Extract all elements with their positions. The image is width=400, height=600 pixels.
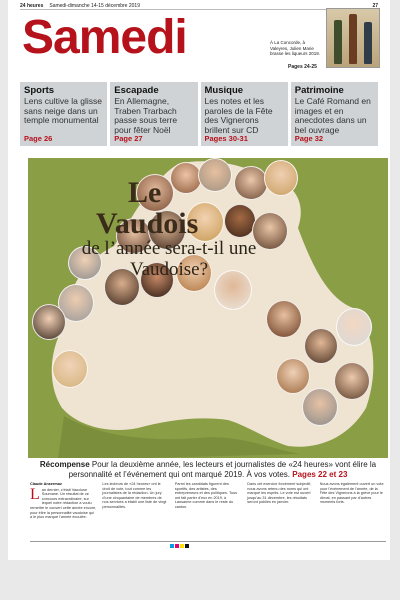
promo-caption: À La Concorde, à Valeyres, Julien Marie brasse les liqueurs 2019.	[270, 40, 321, 56]
cyan-swatch-icon	[170, 544, 174, 548]
section-teasers	[20, 82, 378, 146]
issue-date: Samedi-dimanche 14-15 décembre 2019	[49, 2, 140, 9]
bottles-photo[interactable]	[326, 8, 380, 68]
portrait-face[interactable]	[302, 388, 338, 426]
article-column	[102, 482, 168, 540]
teaser-text: Le Café Romand en images et en anecdotes dans un bel ouvrage	[294, 96, 371, 135]
article-column	[247, 482, 313, 540]
page-number: 27	[372, 2, 378, 9]
dek-label: Récompense	[39, 460, 90, 469]
teaser-sports[interactable]	[20, 82, 107, 146]
headline-le: Le	[128, 176, 162, 209]
portrait-face[interactable]	[304, 328, 338, 364]
teaser-pages: Pages 30-31	[204, 134, 248, 143]
dek-pages[interactable]: Pages 22 et 23	[292, 470, 348, 479]
bottle-icon	[364, 22, 372, 64]
teaser-text: En Allemagne, Traben Trarbach passe sous terre pour fêter Noël	[114, 96, 178, 135]
black-swatch-icon	[185, 544, 189, 548]
portrait-face[interactable]	[32, 304, 66, 340]
teaser-section: Patrimoine	[294, 85, 344, 96]
bottle-icon	[334, 20, 342, 64]
portrait-face[interactable]	[52, 350, 88, 388]
hero-illustration[interactable]	[28, 158, 388, 458]
portrait-face[interactable]	[198, 158, 232, 192]
print-footer	[30, 541, 386, 549]
teaser-escapade[interactable]	[110, 82, 197, 146]
bottle-icon	[349, 14, 357, 64]
teaser-musique[interactable]	[201, 82, 288, 146]
teaser-text: Lens cultive la glisse sans neige dans un temple monumental	[24, 96, 102, 125]
teaser-pages: Page 27	[114, 134, 143, 143]
brand-name: 24 heures	[20, 2, 44, 9]
portrait-face[interactable]	[264, 160, 298, 196]
column-text: Les lecteurs de «24 heures» ont le droit de vote, tout comme les journalistes de la rédaction. Un jury d’une cinquantaine de membres de nos services a établi une liste de vingt personnalités.	[102, 482, 167, 509]
article-column	[320, 482, 386, 540]
headline-sub: de l’année sera-t-il une Vaudoise?	[81, 238, 257, 280]
column-text: Dans cet exercice forcément subjectif, nous avons retenu des noms qui ont marqué les esprits. Le vote est ouvert jusqu’au 31 décembre, les résultats seront publiés en janvier.	[247, 482, 312, 505]
dropcap: L	[30, 485, 40, 503]
portrait-face[interactable]	[334, 362, 370, 400]
article-column	[175, 482, 241, 540]
portrait-face[interactable]	[234, 166, 268, 200]
article-body	[30, 482, 386, 540]
magenta-swatch-icon	[175, 544, 179, 548]
teaser-text: Les notes et les paroles de la Fête des Vignerons brillent sur CD	[204, 96, 273, 135]
portrait-face[interactable]	[170, 162, 202, 194]
portrait-face[interactable]	[336, 308, 372, 346]
teaser-section: Escapade	[114, 85, 159, 96]
dek	[30, 460, 386, 480]
byline: Claude Ansermoz	[30, 482, 62, 486]
teaser-section: Musique	[204, 85, 244, 96]
teaser-pages: Page 32	[294, 134, 324, 143]
teaser-patrimoine[interactable]	[291, 82, 378, 146]
top-bar	[20, 2, 378, 10]
newspaper-page	[8, 0, 390, 560]
column-text: Parmi les candidats figurent des sportifs, des artistes, des entrepreneurs et des politiques. Tous ont fait parler d’eux en 2019, à Lausanne comme dans le reste du canton.	[174, 482, 238, 509]
teaser-pages: Page 26	[24, 134, 53, 143]
color-registration-marks	[170, 544, 189, 548]
column-text: Nous avons également ouvert un vote pour l’événement de l’année, de la Fête des Vignerons à la grève pour le climat, en passant par d’autres moments forts.	[319, 482, 384, 505]
portrait-face[interactable]	[266, 300, 302, 338]
yellow-swatch-icon	[180, 544, 184, 548]
headline-main: Vaudois	[96, 207, 199, 240]
section-title: Samedi	[22, 11, 187, 64]
column-text: an dernier, c’était Vaucluse Soumane. Un résultat de ce concours extraordinaire, sur lequel notre rédaction a voulu remettre le couvert cette année encore, pour élire la personnalité vaudoise qui a le plus marqué l’année écoulée.	[30, 487, 97, 520]
article-column	[30, 482, 96, 540]
teaser-section: Sports	[24, 85, 55, 96]
dek-text: Pour la deuxième année, les lecteurs et journalistes de «24 heures» vont élire la personnalité et l’événement qui ont marqué 2019. À vos votes.	[68, 460, 377, 479]
portrait-face[interactable]	[276, 358, 310, 394]
promo-pages[interactable]: Pages 24-25	[288, 64, 317, 70]
